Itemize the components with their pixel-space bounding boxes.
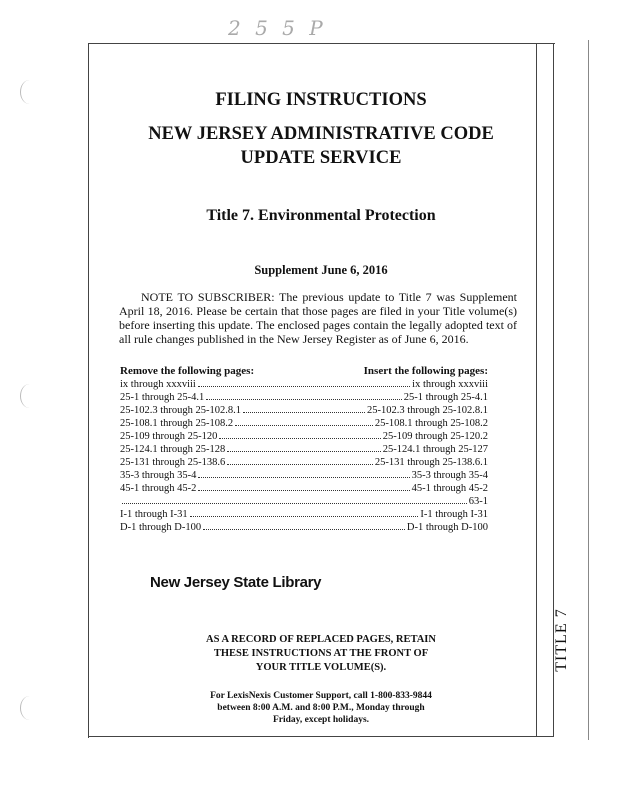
insert-pages: ix through xxxviii <box>412 379 488 390</box>
insert-pages: 35-3 through 35-4 <box>411 470 488 481</box>
title-volume-heading: Title 7. Environmental Protection <box>206 207 436 224</box>
page-row <box>120 455 488 468</box>
update-service-title: UPDATE SERVICE <box>240 148 402 168</box>
retain-line: YOUR TITLE VOLUME(S). <box>255 662 387 673</box>
remove-pages: 25-108.1 through 25-108.2 <box>120 418 234 429</box>
remove-pages: 25-1 through 25-4.1 <box>120 392 205 403</box>
dot-leader <box>206 399 401 400</box>
page-row <box>120 468 488 481</box>
list-header <box>120 365 488 377</box>
insert-pages: 25-102.3 through 25-102.8.1 <box>366 405 488 416</box>
insert-pages: 25-109 through 25-120.2 <box>382 431 488 442</box>
title-tab <box>536 600 588 680</box>
remove-pages: ix through xxxviii <box>120 379 196 390</box>
insert-pages: 25-108.1 through 25-108.2 <box>374 418 488 429</box>
remove-pages: I-1 through I-31 <box>120 509 188 520</box>
dot-leader <box>198 490 409 491</box>
dot-leader <box>203 529 405 530</box>
insert-pages: 25-124.1 through 25-127 <box>382 444 488 455</box>
subscriber-note: NOTE TO SUBSCRIBER: The previous update to Title 7 was Supplement April 18, 2016. Please be certain that those pages are filed in your Title volume(s) before inserting this update. The enclosed pages contain the legally adopted text of all rule changes published in the New Jersey Register as of June 6, 2016. <box>119 290 517 346</box>
remove-pages: 35-3 through 35-4 <box>120 470 197 481</box>
page-row <box>120 481 488 494</box>
page-row <box>120 429 488 442</box>
page-row <box>120 494 488 507</box>
dot-leader <box>227 464 373 465</box>
retain-instructions <box>88 633 554 675</box>
dot-leader <box>122 503 467 504</box>
insert-pages: 25-131 through 25-138.6.1 <box>374 457 488 468</box>
page-row <box>120 520 488 533</box>
remove-pages: 45-1 through 45-2 <box>120 483 197 494</box>
insert-pages: 63-1 <box>468 496 488 507</box>
remove-pages: D-1 through D-100 <box>120 522 202 533</box>
insert-pages: D-1 through D-100 <box>406 522 488 533</box>
support-line: between 8:00 A.M. and 8:00 P.M., Monday through <box>217 703 425 713</box>
dot-leader <box>227 451 380 452</box>
dot-leader <box>235 425 373 426</box>
page-row <box>120 390 488 403</box>
insert-pages: 45-1 through 45-2 <box>411 483 488 494</box>
page-row <box>120 507 488 520</box>
dot-leader <box>198 477 409 478</box>
handwritten-annotation: 2 5 5 P <box>228 16 327 40</box>
page-exchange-list <box>120 365 488 533</box>
remove-pages: 25-131 through 25-138.6 <box>120 457 226 468</box>
punch-hole-bottom <box>20 696 39 720</box>
page-row <box>120 377 488 390</box>
supplement-date: Supplement June 6, 2016 <box>254 263 388 277</box>
page-edge-rule <box>588 40 589 740</box>
insert-pages: 25-1 through 25-4.1 <box>403 392 488 403</box>
tab-label: TITLE 7 <box>553 608 570 672</box>
remove-pages: 25-102.3 through 25-102.8.1 <box>120 405 242 416</box>
retain-line: AS A RECORD OF REPLACED PAGES, RETAIN <box>206 634 436 645</box>
dot-leader <box>198 386 410 387</box>
customer-support-info <box>88 690 554 726</box>
remove-pages: 25-124.1 through 25-128 <box>120 444 226 455</box>
code-title: NEW JERSEY ADMINISTRATIVE CODE <box>148 124 494 144</box>
dot-leader <box>219 438 380 439</box>
library-stamp: New Jersey State Library <box>150 574 322 591</box>
frame-bottom-rule <box>88 736 554 737</box>
page-row <box>120 403 488 416</box>
punch-hole-top <box>20 80 39 104</box>
remove-heading: Remove the following pages: <box>120 365 255 377</box>
dot-leader <box>243 412 365 413</box>
support-line: For LexisNexis Customer Support, call 1-800-833-9844 <box>210 691 432 701</box>
punch-hole-middle <box>20 384 39 408</box>
insert-heading: Insert the following pages: <box>363 365 488 377</box>
remove-pages: 25-109 through 25-120 <box>120 431 218 442</box>
support-line: Friday, except holidays. <box>272 715 370 725</box>
insert-pages: I-1 through I-31 <box>420 509 488 520</box>
page-row <box>120 416 488 429</box>
page-row <box>120 442 488 455</box>
retain-line: THESE INSTRUCTIONS AT THE FRONT OF <box>213 648 429 659</box>
dot-leader <box>190 516 419 517</box>
page-title: FILING INSTRUCTIONS <box>215 90 427 110</box>
